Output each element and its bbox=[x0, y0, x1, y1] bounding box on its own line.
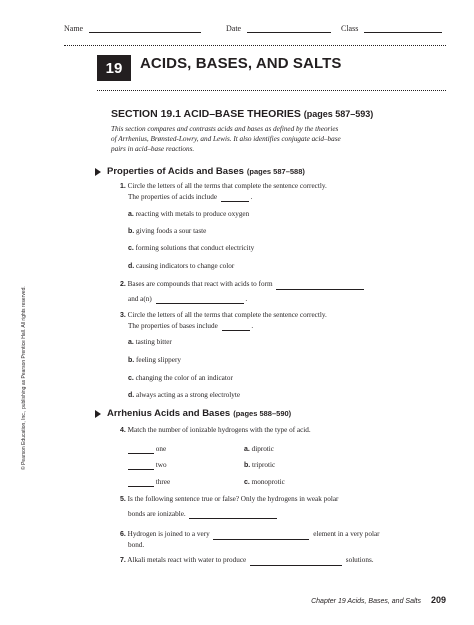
question-3-option-d[interactable] bbox=[128, 390, 240, 401]
class-label: Class bbox=[341, 24, 359, 33]
question-number: 1. bbox=[120, 183, 126, 190]
match-right: triprotic bbox=[252, 461, 276, 469]
answer-blank[interactable] bbox=[128, 462, 154, 470]
date-label: Date bbox=[226, 24, 242, 33]
page-footer bbox=[300, 590, 446, 608]
question-number: 2. bbox=[120, 281, 126, 288]
question-text: Is the following sentence true or false? Only the hydrogens in weak polar bbox=[127, 495, 339, 503]
section-description bbox=[111, 124, 401, 154]
question-3-option-b[interactable] bbox=[128, 355, 181, 366]
question-text: The properties of acids include bbox=[128, 193, 218, 201]
copyright-note: © Pearson Education, Inc., publishing as Pearson Prentice Hall. All rights reserved. bbox=[21, 286, 27, 470]
question-4 bbox=[120, 425, 311, 436]
subsection-pages: (pages 587–588) bbox=[246, 167, 305, 176]
question-4-row-1 bbox=[128, 444, 166, 454]
option-letter: b. bbox=[128, 228, 135, 235]
date-blank[interactable] bbox=[247, 24, 331, 33]
question-text: The properties of bases include bbox=[128, 322, 218, 330]
question-1-option-c[interactable] bbox=[128, 243, 254, 254]
question-6 bbox=[120, 529, 380, 550]
subsection-properties-heading bbox=[95, 166, 305, 177]
subsection-pages: (pages 588–590) bbox=[233, 409, 292, 418]
option-letter: c. bbox=[128, 245, 134, 252]
page-number: 209 bbox=[430, 595, 446, 605]
question-number: 5. bbox=[120, 496, 126, 503]
section-description-line: of Arrhenius, Brønsted-Lowry, and Lewis. It also identifies conjugate acid–base bbox=[111, 135, 341, 143]
question-3-option-a[interactable] bbox=[128, 337, 172, 348]
question-4-row-2 bbox=[128, 460, 167, 470]
question-text: Circle the letters of all the terms that complete the sentence correctly. bbox=[127, 182, 327, 190]
question-7 bbox=[120, 555, 374, 566]
question-5 bbox=[120, 494, 338, 519]
class-field[interactable] bbox=[341, 24, 442, 33]
triangle-bullet-icon bbox=[95, 168, 101, 176]
subsection-title: Properties of Acids and Bases bbox=[107, 166, 244, 177]
question-text: Hydrogen is joined to a very bbox=[127, 530, 210, 538]
question-text: bond. bbox=[128, 541, 145, 549]
question-text: Bases are compounds that react with acids to form bbox=[127, 280, 273, 288]
option-letter: c. bbox=[128, 375, 134, 382]
question-text: Alkali metals react with water to produce bbox=[127, 556, 247, 564]
match-left: two bbox=[155, 461, 167, 469]
section-description-line: pairs in acid–base reactions. bbox=[111, 145, 195, 153]
question-number: 7. bbox=[120, 557, 126, 564]
question-number: 4. bbox=[120, 427, 126, 434]
answer-blank[interactable] bbox=[222, 323, 250, 331]
match-right: diprotic bbox=[251, 445, 274, 453]
answer-blank[interactable] bbox=[189, 511, 277, 519]
question-text: Circle the letters of all the terms that complete the sentence correctly. bbox=[127, 311, 327, 319]
chapter-number-badge: 19 bbox=[97, 55, 131, 81]
answer-blank[interactable] bbox=[213, 532, 309, 540]
answer-blank[interactable] bbox=[276, 282, 364, 290]
question-4-row-3 bbox=[128, 477, 170, 487]
section-title: SECTION 19.1 ACID–BASE THEORIES bbox=[111, 108, 301, 120]
section-description-line: This section compares and contrasts acids and bases as defined by the theories bbox=[111, 125, 339, 133]
question-text: bonds are ionizable. bbox=[128, 510, 186, 518]
option-letter: a. bbox=[128, 339, 134, 346]
option-text: tasting bitter bbox=[135, 338, 172, 346]
name-field[interactable] bbox=[64, 24, 201, 33]
match-right: monoprotic bbox=[251, 478, 285, 486]
subsection-arrhenius-heading bbox=[95, 408, 291, 419]
question-4-row-3-right bbox=[244, 477, 285, 488]
header-dotted-rule bbox=[64, 45, 446, 46]
match-left: three bbox=[155, 478, 171, 486]
triangle-bullet-icon bbox=[95, 410, 101, 418]
question-1-option-a[interactable] bbox=[128, 209, 249, 220]
class-blank[interactable] bbox=[364, 24, 442, 33]
chapter-dotted-rule bbox=[97, 90, 446, 91]
option-text: forming solutions that conduct electricity bbox=[135, 244, 255, 252]
name-label: Name bbox=[64, 24, 84, 33]
answer-blank[interactable] bbox=[156, 296, 244, 304]
option-text: changing the color of an indicator bbox=[135, 374, 233, 382]
option-text: reacting with metals to produce oxygen bbox=[135, 210, 250, 218]
answer-blank[interactable] bbox=[128, 479, 154, 487]
date-field[interactable] bbox=[226, 24, 331, 33]
question-text: solutions. bbox=[345, 556, 374, 564]
question-text: element in a very polar bbox=[313, 530, 380, 538]
question-1-option-d[interactable] bbox=[128, 261, 234, 272]
footer-chapter-text: Chapter 19 Acids, Bases, and Salts bbox=[311, 598, 421, 605]
question-1-option-b[interactable] bbox=[128, 226, 206, 237]
option-letter: a. bbox=[128, 211, 134, 218]
question-text: Match the number of ionizable hydrogens with the type of acid. bbox=[127, 426, 311, 434]
option-letter: d. bbox=[128, 263, 135, 270]
worksheet-header bbox=[64, 24, 444, 38]
option-text: causing indicators to change color bbox=[136, 262, 235, 270]
question-3: 3. Circle the letters of all the terms that complete the sentence correctly. The properties of bases include . bbox=[120, 311, 327, 330]
question-number: 3. bbox=[120, 312, 126, 319]
match-left: one bbox=[155, 445, 167, 453]
section-pages: (pages 587–593) bbox=[303, 109, 374, 119]
question-2-continued: and a(n) . bbox=[128, 295, 248, 303]
option-letter: a. bbox=[244, 446, 250, 453]
question-text: and a(n) bbox=[128, 295, 152, 303]
question-2 bbox=[120, 279, 364, 290]
name-blank[interactable] bbox=[89, 24, 201, 33]
subsection-title: Arrhenius Acids and Bases bbox=[107, 408, 231, 419]
option-text: giving foods a sour taste bbox=[136, 227, 207, 235]
question-4-row-1-right bbox=[244, 444, 274, 455]
question-3-option-c[interactable] bbox=[128, 373, 233, 384]
chapter-title: ACIDS, BASES, AND SALTS bbox=[140, 55, 342, 72]
option-letter: c. bbox=[244, 479, 250, 486]
option-letter: d. bbox=[128, 392, 135, 399]
option-letter: b. bbox=[244, 462, 251, 469]
option-text: feeling slippery bbox=[136, 356, 181, 364]
answer-blank[interactable] bbox=[250, 558, 342, 566]
answer-blank[interactable] bbox=[221, 194, 249, 202]
answer-blank[interactable] bbox=[128, 446, 154, 454]
question-number: 6. bbox=[120, 531, 126, 538]
question-4-row-2-right bbox=[244, 460, 275, 471]
section-heading bbox=[111, 108, 373, 120]
option-letter: b. bbox=[128, 357, 135, 364]
question-1: 1. Circle the letters of all the terms that complete the sentence correctly. The properties of acids include . bbox=[120, 182, 327, 201]
option-text: always acting as a strong electrolyte bbox=[136, 391, 241, 399]
